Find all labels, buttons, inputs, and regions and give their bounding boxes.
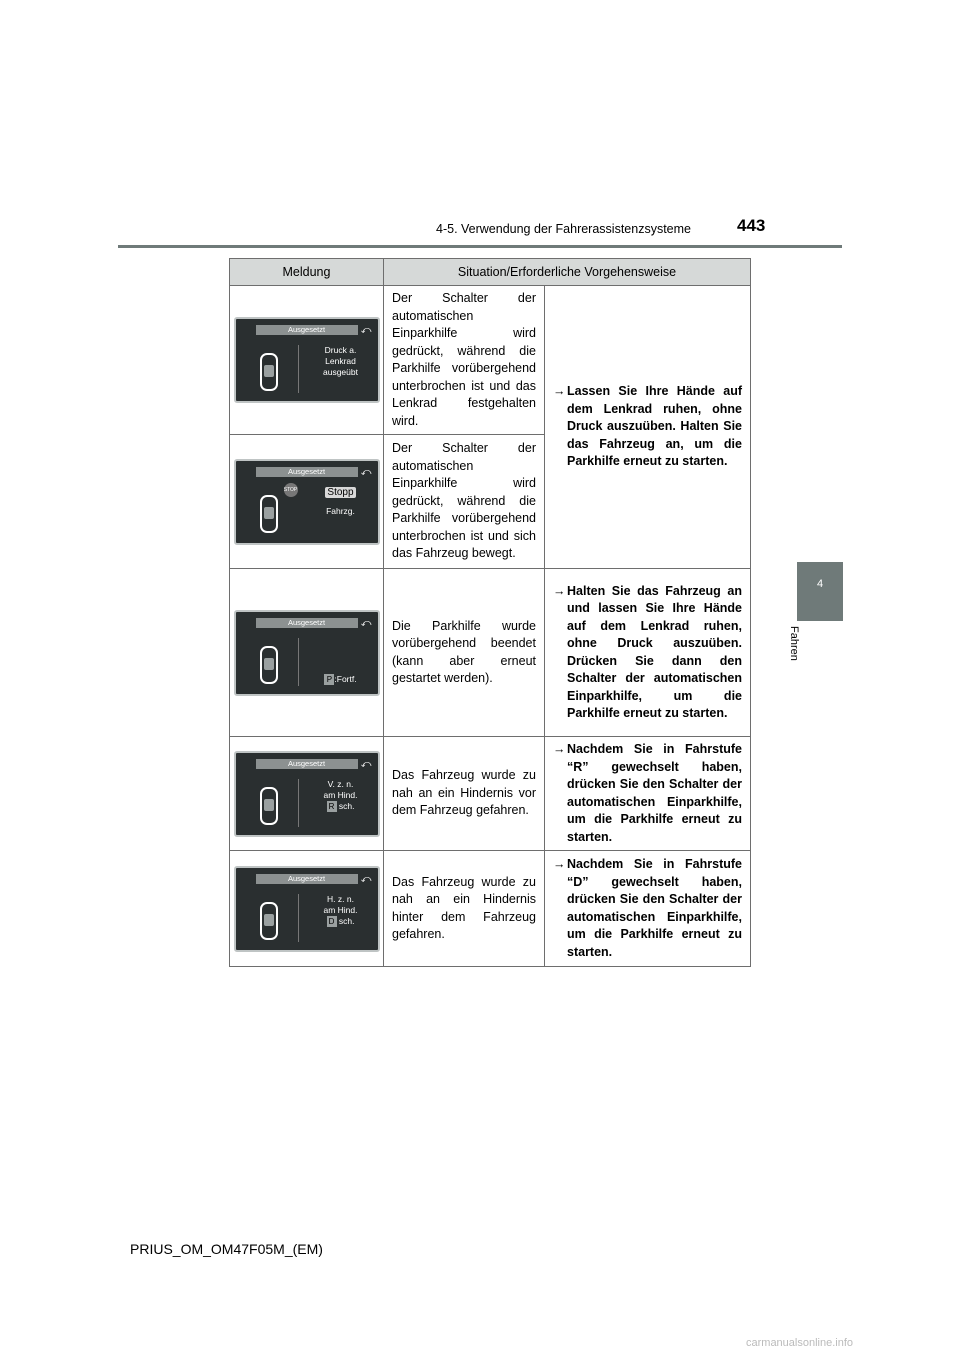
car-icon — [260, 495, 278, 533]
table-header-row — [230, 259, 751, 286]
status-bar: Ausgesetzt — [256, 325, 358, 335]
message-cell — [230, 286, 384, 435]
action-text: Halten Sie das Fahrzeug an und lassen Sie Ihre Hände auf dem Lenkrad ruhen, ohne Druck auszuüben. Drücken Sie dann den Schalter der automatischen Einparkhilfe, um die Parkhilfe erneut zu starten. — [567, 583, 742, 720]
display-screenshot — [234, 459, 380, 545]
situation-cell: Das Fahrzeug wurde zu nah an ein Hindernis vor dem Fahrzeug gefahren. — [384, 737, 545, 851]
section-title: 4-5. Verwendung der Fahrerassistenzsysteme — [436, 222, 691, 236]
situation-cell: Das Fahrzeug wurde zu nah an ein Hindernis hinter dem Fahrzeug gefahren. — [384, 851, 545, 967]
screen-message — [308, 487, 374, 517]
chapter-label: Fahren — [788, 626, 800, 661]
arrow-icon: → — [553, 857, 566, 871]
screen-line: V. z. n. — [327, 778, 354, 789]
display-screenshot — [234, 610, 380, 696]
display-screenshot — [234, 751, 380, 837]
table-row — [230, 286, 751, 435]
screen-divider — [298, 345, 299, 393]
gear-icon: R — [327, 801, 337, 812]
message-table — [229, 258, 751, 967]
car-icon — [260, 646, 278, 684]
col-header-situation: Situation/Erforderliche Vorgehensweise — [384, 259, 751, 286]
arrow-icon: → — [553, 583, 566, 598]
screen-message — [308, 779, 374, 812]
parking-switch-icon: P — [324, 674, 334, 685]
action-cell — [545, 737, 751, 851]
car-icon — [260, 353, 278, 391]
arrow-icon: → — [553, 742, 566, 756]
table-row — [230, 851, 751, 967]
table-row — [230, 569, 751, 737]
car-icon — [260, 902, 278, 940]
situation-cell: Die Parkhilfe wurde vorübergehend beendet (kann aber erneut gestartet werden). — [384, 569, 545, 737]
screen-line: am Hind. — [323, 904, 358, 915]
display-screenshot — [234, 317, 380, 403]
back-icon: ⤺ — [360, 325, 372, 336]
status-bar: Ausgesetzt — [256, 759, 358, 769]
message-cell — [230, 737, 384, 851]
col-header-meldung: Meldung — [230, 259, 384, 286]
action-cell — [545, 851, 751, 967]
stop-icon: STOP — [284, 483, 298, 497]
screen-line: :Fortf. — [334, 673, 357, 684]
status-bar: Ausgesetzt — [256, 467, 358, 477]
screen-line: sch. — [338, 800, 355, 811]
arrow-icon: → — [553, 384, 566, 399]
header-rule — [118, 245, 842, 248]
screen-message — [308, 894, 374, 927]
action-cell — [545, 286, 751, 569]
action-cell — [545, 569, 751, 737]
status-bar: Ausgesetzt — [256, 618, 358, 628]
screen-line: Lenkrad — [325, 356, 356, 366]
screen-line: Druck a. — [324, 345, 357, 355]
situation-cell: Der Schalter der automatischen Einparkhilfe wird gedrückt, während die Parkhilfe vorübergehend unterbrochen ist und sich das Fahrzeug bewegt. — [384, 435, 545, 569]
chapter-number: 4 — [816, 578, 824, 590]
back-icon: ⤺ — [360, 758, 372, 770]
screen-line: ausgeübt — [323, 367, 358, 377]
document-id: PRIUS_OM_OM47F05M_(EM) — [130, 1241, 323, 1257]
screen-divider — [298, 779, 299, 827]
screen-message — [308, 674, 374, 685]
status-bar: Ausgesetzt — [256, 874, 358, 884]
screen-line: H. z. n. — [327, 893, 354, 904]
screen-divider — [298, 894, 299, 942]
situation-cell: Der Schalter der automatischen Einparkhilfe wird gedrückt, während die Parkhilfe vorübergehend unterbrochen ist und das Lenkrad festgehalten wird. — [384, 286, 545, 435]
back-icon: ⤺ — [360, 466, 372, 478]
screen-line: Fahrzg. — [326, 505, 355, 516]
chapter-tab — [797, 562, 843, 621]
car-icon — [260, 787, 278, 825]
message-cell — [230, 569, 384, 737]
screen-line: am Hind. — [323, 789, 358, 800]
back-icon: ⤺ — [360, 617, 372, 629]
screen-divider — [298, 638, 299, 686]
action-text: Lassen Sie Ihre Hände auf dem Lenkrad ruhen, ohne Druck auszuüben. Halten Sie das Fahrzeug an, um die Parkhilfe erneut zu starten. — [567, 384, 742, 469]
screen-message — [308, 345, 374, 378]
screen-line: sch. — [338, 915, 355, 926]
action-text: Nachdem Sie in Fahrstufe “D” gewechselt haben, drücken Sie den Schalter der automatischen Einparkhilfe, um die Parkhilfe erneut zu starten. — [567, 857, 742, 959]
action-text: Nachdem Sie in Fahrstufe “R” gewechselt haben, drücken Sie den Schalter der automatischen Einparkhilfe, um die Parkhilfe erneut zu starten. — [567, 742, 742, 844]
stop-pill: Stopp — [327, 486, 354, 498]
back-icon: ⤺ — [360, 873, 372, 885]
display-screenshot — [234, 866, 380, 952]
page-number: 443 — [737, 216, 766, 235]
message-cell — [230, 851, 384, 967]
gear-icon: D — [327, 916, 337, 927]
message-cell — [230, 435, 384, 569]
table-row — [230, 737, 751, 851]
watermark: carmanualsonline.info — [746, 1337, 854, 1349]
